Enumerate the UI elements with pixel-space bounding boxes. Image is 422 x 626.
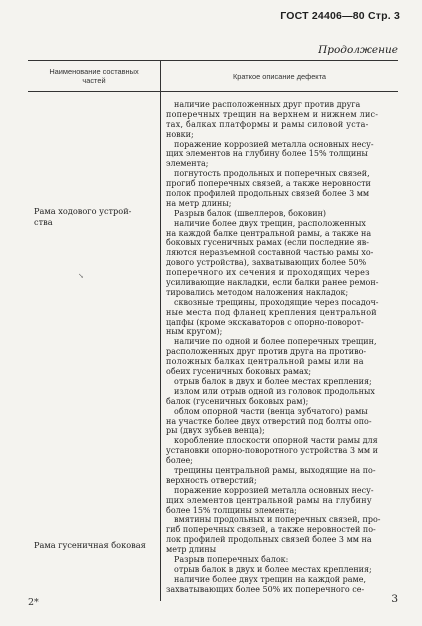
- desc-line: цапфы (кроме экскаваторов с опорно-поворот-: [166, 317, 364, 327]
- desc-line: наличие по одной и более поперечных трещин,: [174, 337, 377, 347]
- desc-line: более;: [166, 456, 193, 466]
- desc-line: верхность отверстий;: [166, 475, 257, 485]
- desc-line: усиливающие накладки, если балки ранее ремон-: [166, 278, 379, 288]
- desc-line: Разрыв поперечных балок:: [174, 554, 289, 564]
- desc-line: установки опорно-поворотного устройства 3 мм и: [166, 446, 378, 456]
- desc-line: захватывающих более 50% их поперечного се-: [166, 584, 365, 594]
- desc-line: боковых гусеничных рамах (если последние яв-: [166, 238, 369, 248]
- desc-line: щих элементов на глубину более 15% толщины: [166, 149, 368, 159]
- desc-line: ры (двух зубьев венца);: [166, 426, 265, 436]
- desc-line: балок (гусеничных боковых рам);: [166, 396, 309, 406]
- desc-line: полок профилей продольных связей более 3 мм: [166, 189, 370, 199]
- standard-number: ГОСТ 24406—80: [280, 10, 365, 22]
- desc-line: щих элементов центральной рамы на глубину: [166, 495, 372, 505]
- desc-line: расположенных друг против друга на противо-: [166, 347, 367, 357]
- desc-line: отрыв балок в двух и более местах крепления;: [174, 376, 372, 386]
- desc-line: отрыв балок в двух и более местах крепления;: [174, 564, 372, 574]
- desc-line: трещины центральной рамы, выходящие на по-: [174, 465, 376, 475]
- desc-line: наличие более двух трещин, расположенных: [174, 218, 366, 228]
- desc-line: прогиб поперечных связей, а также неровности: [166, 179, 371, 189]
- desc-line: поражение коррозией металла основных несу-: [174, 139, 374, 149]
- column-header-defect-description: Краткое описание дефекта: [232, 72, 327, 81]
- footer-page-number: 3: [391, 593, 398, 605]
- desc-line: ляются неразъемной составной частью рамы хо-: [166, 248, 374, 258]
- desc-line: вмятины продольных и поперечных связей, про-: [174, 515, 381, 525]
- desc-line: коробление плоскости опорной части рамы для: [174, 436, 378, 446]
- desc-line: наличие расположенных друг против друга: [174, 100, 361, 109]
- desc-line: ным кругом);: [166, 327, 223, 337]
- desc-line: Разрыв балок (швеллеров, боковин): [174, 208, 327, 218]
- desc-line: на метр длины;: [166, 198, 232, 208]
- desc-line: метр длины: [166, 545, 217, 555]
- desc-line: элемента;: [166, 159, 209, 169]
- desc-line: сквозные трещины, проходящие через посадоч-: [174, 297, 379, 307]
- desc-line: облом опорной части (венца зубчатого) рамы: [174, 406, 368, 416]
- desc-line: на каждой балке центральной рамы, а также на: [166, 228, 372, 238]
- page-header: [280, 10, 400, 22]
- desc-line: лок профилей продольных связей более 3 мм на: [166, 535, 372, 545]
- desc-line: новки;: [166, 129, 194, 139]
- desc-line: наличие более двух трещин на каждой раме,: [174, 574, 367, 584]
- footer-signature-mark: 2*: [28, 597, 39, 608]
- desc-line: положных балках центральной рамы или на: [166, 357, 364, 367]
- desc-line: дового устройства), захватывающих более 50%: [166, 258, 367, 268]
- page-number-label: Стр. 3: [367, 10, 400, 22]
- component-side-track-frame: Рама гусеничная боковая: [34, 540, 146, 550]
- desc-line: излом или отрыв одной из головок продольных: [174, 386, 375, 396]
- desc-line: поражение коррозией металла основных несу-: [174, 485, 374, 495]
- desc-line: поперечного их сечения и проходящих через: [166, 268, 370, 278]
- continuation-label: Продолжение: [318, 44, 398, 56]
- margin-mark: ↘: [78, 272, 84, 280]
- desc-line: на участке более двух отверстий под болты опо-: [166, 416, 372, 426]
- desc-line: тах, балках платформы и рамы силовой уста-: [166, 119, 369, 129]
- desc-line: тировались методом наложения накладок;: [166, 287, 349, 297]
- table-header-row: [28, 61, 398, 92]
- desc-line: обеих гусеничных боковых рамах;: [166, 367, 312, 377]
- column-header-component-names: Наименование составных частей: [49, 67, 139, 85]
- component-running-gear-frame: Рама ходового устрой- ства: [34, 206, 132, 227]
- column-divider: [160, 61, 161, 601]
- desc-line: ные места под фланец крепления центральной: [166, 307, 377, 317]
- desc-line: гиб поперечных связей, а также неровностей по-: [166, 525, 376, 535]
- desc-line: более 15% толщины элемента;: [166, 505, 297, 515]
- desc-line: погнутость продольных и поперечных связей,: [174, 169, 370, 179]
- desc-line: поперечных трещин на верхнем и нижнем лис-: [166, 109, 379, 119]
- defect-description-text: [166, 100, 398, 595]
